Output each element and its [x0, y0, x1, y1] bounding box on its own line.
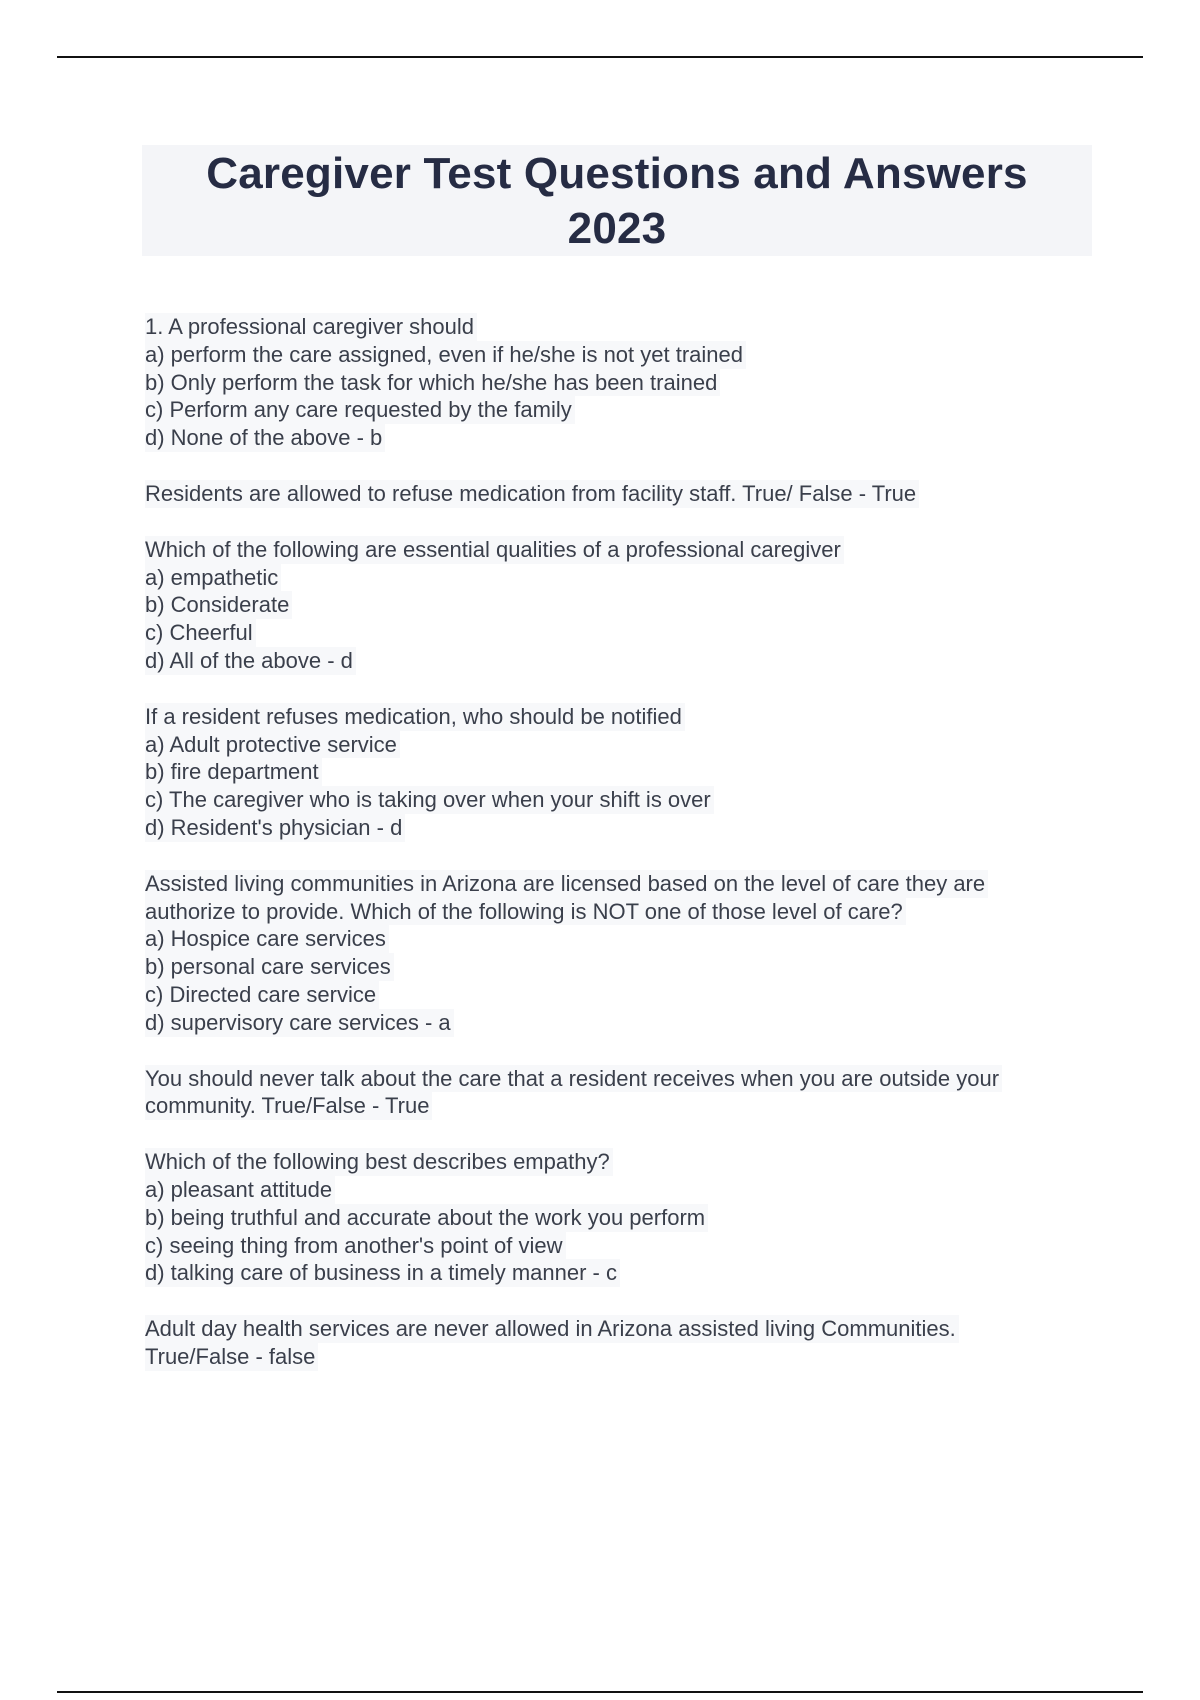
- question-block: [145, 1315, 1100, 1371]
- answer-option: d) talking care of business in a timely manner - c: [145, 1259, 620, 1287]
- title-line-2: 2023: [567, 203, 667, 253]
- question-text: Which of the following best describes empathy?: [145, 1148, 613, 1176]
- question-text: You should never talk about the care that a resident receives when you are outside your: [145, 1065, 1002, 1093]
- question-text: Which of the following are essential qualities of a professional caregiver: [145, 536, 844, 564]
- answer-option: b) Only perform the task for which he/she has been trained: [145, 369, 720, 397]
- answer-option: a) Hospice care services: [145, 925, 389, 953]
- answer-option: a) pleasant attitude: [145, 1176, 335, 1204]
- question-block: [145, 1065, 1100, 1121]
- question-text: Residents are allowed to refuse medication from facility staff. True/ False - True: [145, 480, 919, 508]
- answer-option: a) empathetic: [145, 564, 281, 592]
- answer-option: a) Adult protective service: [145, 731, 400, 759]
- question-block: [145, 703, 1100, 842]
- answer-option: c) seeing thing from another's point of view: [145, 1232, 566, 1260]
- question-text: If a resident refuses medication, who should be notified: [145, 703, 685, 731]
- answer-option: a) perform the care assigned, even if he/she is not yet trained: [145, 341, 746, 369]
- question-text-continued: authorize to provide. Which of the following is NOT one of those level of care?: [145, 898, 906, 926]
- question-text: 1. A professional caregiver should: [145, 313, 477, 341]
- answer-option: c) The caregiver who is taking over when your shift is over: [145, 786, 714, 814]
- page-title: [206, 146, 1027, 256]
- top-rule: [57, 56, 1143, 58]
- title-banner: [142, 145, 1092, 256]
- question-text: Assisted living communities in Arizona are licensed based on the level of care they are: [145, 870, 988, 898]
- answer-option: d) None of the above - b: [145, 424, 385, 452]
- answer-option: c) Cheerful: [145, 619, 256, 647]
- answer-option: b) fire department: [145, 758, 322, 786]
- answer-option: d) Resident's physician - d: [145, 814, 405, 842]
- answer-option: b) being truthful and accurate about the work you perform: [145, 1204, 708, 1232]
- question-block: [145, 870, 1100, 1037]
- question-block: [145, 1148, 1100, 1287]
- answer-option: d) All of the above - d: [145, 647, 356, 675]
- question-text: Adult day health services are never allowed in Arizona assisted living Communities.: [145, 1315, 959, 1343]
- answer-option: b) Considerate: [145, 591, 292, 619]
- answer-option: d) supervisory care services - a: [145, 1009, 454, 1037]
- question-list: [145, 313, 1100, 1399]
- question-text-continued: community. True/False - True: [145, 1092, 432, 1120]
- answer-option: c) Directed care service: [145, 981, 379, 1009]
- title-line-1: Caregiver Test Questions and Answers: [206, 148, 1028, 198]
- question-block: [145, 313, 1100, 452]
- bottom-rule: [57, 1691, 1143, 1693]
- answer-option: c) Perform any care requested by the family: [145, 396, 575, 424]
- question-block: [145, 536, 1100, 675]
- question-block: [145, 480, 1100, 508]
- answer-option: b) personal care services: [145, 953, 394, 981]
- question-text-continued: True/False - false: [145, 1343, 318, 1371]
